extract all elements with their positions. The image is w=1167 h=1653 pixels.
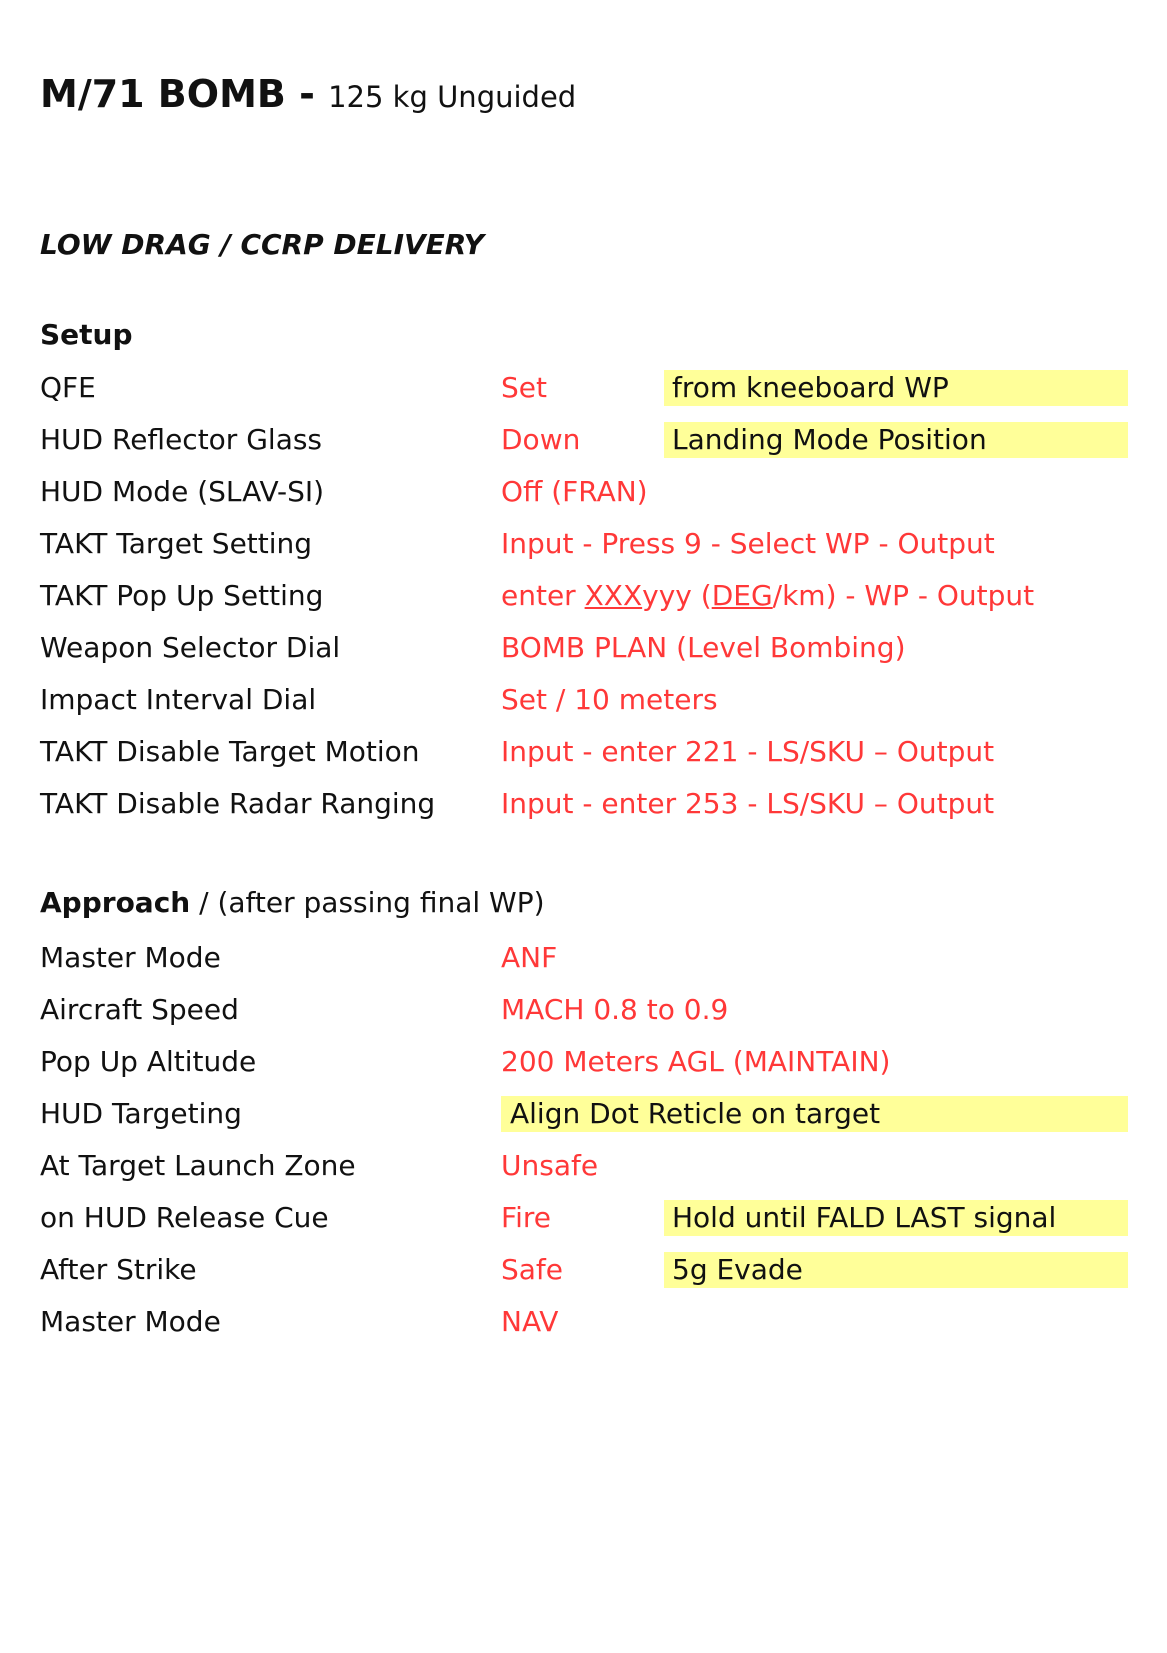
approach-row <box>0 938 1167 978</box>
row-label: HUD Mode (SLAV-SI) <box>40 475 325 508</box>
row-action: Down <box>501 423 581 456</box>
setup-row <box>0 420 1167 460</box>
row-label: HUD Targeting <box>40 1097 242 1130</box>
row-label: TAKT Pop Up Setting <box>40 579 324 612</box>
setup-row <box>0 680 1167 720</box>
row-label: Pop Up Altitude <box>40 1045 257 1078</box>
setup-row <box>0 732 1167 772</box>
row-action: Unsafe <box>501 1149 599 1182</box>
row-label: TAKT Disable Target Motion <box>40 735 420 768</box>
approach-heading: Approach / (after passing final WP) <box>40 886 545 919</box>
row-action: ANF <box>501 941 558 974</box>
row-action: enter XXXyyy (DEG/km) - WP - Output <box>501 579 1035 612</box>
weapon-name: M/71 BOMB - <box>40 72 329 116</box>
row-note: Landing Mode Position <box>664 422 1128 458</box>
approach-row <box>0 1198 1167 1238</box>
page-title <box>40 72 576 116</box>
row-label: Master Mode <box>40 941 221 974</box>
approach-row <box>0 1094 1167 1134</box>
row-action: Input - enter 253 - LS/SKU – Output <box>501 787 995 820</box>
row-note: from kneeboard WP <box>664 370 1128 406</box>
row-action: 200 Meters AGL (MAINTAIN) <box>501 1045 891 1078</box>
setup-row <box>0 628 1167 668</box>
approach-row <box>0 1042 1167 1082</box>
setup-row <box>0 524 1167 564</box>
row-label: Aircraft Speed <box>40 993 239 1026</box>
row-action: NAV <box>501 1305 559 1338</box>
row-label: Weapon Selector Dial <box>40 631 341 664</box>
setup-heading: Setup <box>40 318 133 351</box>
row-note: 5g Evade <box>664 1252 1128 1288</box>
row-label: At Target Launch Zone <box>40 1149 356 1182</box>
row-label: HUD Reflector Glass <box>40 423 323 456</box>
row-action: Set <box>501 371 547 404</box>
setup-row <box>0 368 1167 408</box>
approach-row <box>0 990 1167 1030</box>
row-label: QFE <box>40 371 96 404</box>
setup-row <box>0 576 1167 616</box>
row-label: Master Mode <box>40 1305 221 1338</box>
approach-row <box>0 1250 1167 1290</box>
approach-row <box>0 1302 1167 1342</box>
row-action: MACH 0.8 to 0.9 <box>501 993 729 1026</box>
row-action: Input - Press 9 - Select WP - Output <box>501 527 995 560</box>
row-label: Impact Interval Dial <box>40 683 317 716</box>
setup-row <box>0 472 1167 512</box>
row-label: on HUD Release Cue <box>40 1201 329 1234</box>
row-label: After Strike <box>40 1253 197 1286</box>
row-action: Set / 10 meters <box>501 683 718 716</box>
approach-row <box>0 1146 1167 1186</box>
row-action: Safe <box>501 1253 564 1286</box>
row-action: BOMB PLAN (Level Bombing) <box>501 631 906 664</box>
row-note: Hold until FALD LAST signal <box>664 1200 1128 1236</box>
row-label: TAKT Disable Radar Ranging <box>40 787 436 820</box>
row-action: Off (FRAN) <box>501 475 648 508</box>
setup-row <box>0 784 1167 824</box>
row-note: Align Dot Reticle on target <box>501 1096 1128 1132</box>
row-action: Input - enter 221 - LS/SKU – Output <box>501 735 995 768</box>
delivery-mode-heading: LOW DRAG / CCRP DELIVERY <box>40 228 485 261</box>
row-label: TAKT Target Setting <box>40 527 313 560</box>
weapon-spec: 125 kg Unguided <box>328 80 577 114</box>
row-action: Fire <box>501 1201 551 1234</box>
